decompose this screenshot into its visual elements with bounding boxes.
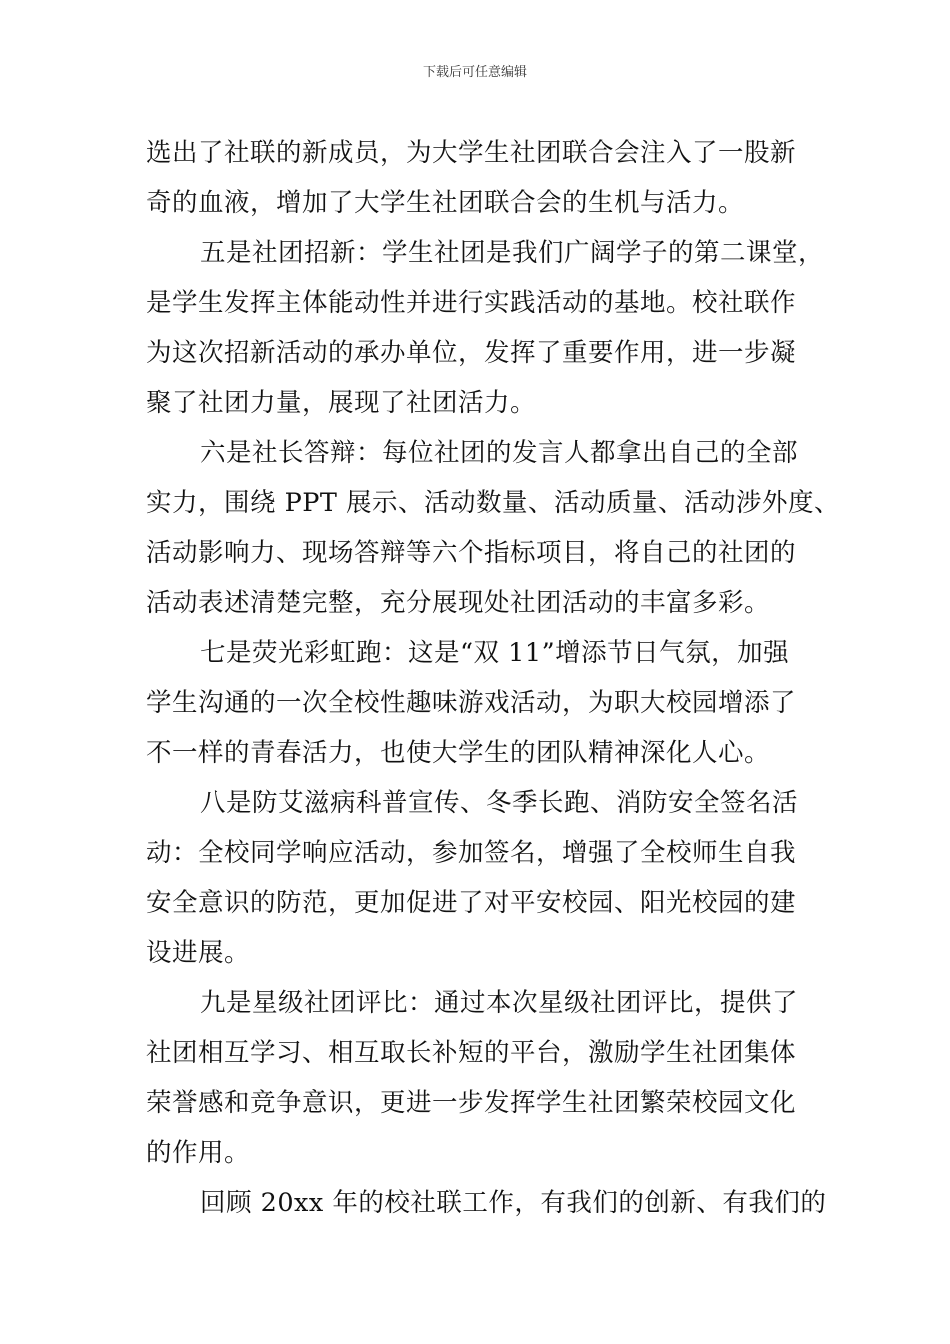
text-line: 实力，围绕 PPT 展示、活动数量、活动质量、活动涉外度、: [146, 488, 841, 518]
text-line: 学生沟通的一次全校性趣味游戏活动，为职大校园增添了: [146, 688, 797, 718]
text-line: 九是星级社团评比：通过本次星级社团评比，提供了: [200, 988, 799, 1018]
text-line: 荣誉感和竞争意识，更进一步发挥学生社团繁荣校园文化: [146, 1088, 797, 1118]
paragraph: [146, 228, 825, 428]
document-body: [146, 128, 841, 1228]
paragraph: [146, 778, 808, 978]
text-line: 为这次招新活动的承办单位，发挥了重要作用，进一步凝: [146, 338, 797, 368]
paragraph: [146, 628, 808, 778]
text-line: 八是防艾滋病科普宣传、冬季长跑、消防安全签名活: [200, 788, 799, 818]
paragraph: [146, 1178, 827, 1228]
text-line: 七是荧光彩虹跑：这是“双 11”增添节日气氛，加强: [200, 638, 790, 668]
text-line: 回顾 20xx 年的校社联工作，有我们的创新、有我们的: [200, 1188, 827, 1218]
page-header: 下载后可任意编辑: [422, 65, 527, 80]
text-line: 奇的血液，增加了大学生社团联合会的生机与活力。: [146, 188, 745, 218]
text-line: 动：全校同学响应活动，参加签名，增强了全校师生自我: [146, 838, 797, 868]
text-line: 安全意识的防范，更加促进了对平安校园、阳光校园的建: [146, 888, 797, 918]
text-line: 是学生发挥主体能动性并进行实践活动的基地。校社联作: [146, 288, 797, 318]
text-line: 不一样的青春活力，也使大学生的团队精神深化人心。: [146, 738, 771, 768]
text-line: 活动影响力、现场答辩等六个指标项目，将自己的社团的: [146, 538, 797, 568]
text-line: 选出了社联的新成员，为大学生社团联合会注入了一股新: [146, 138, 797, 168]
text-line: 的作用。: [146, 1138, 251, 1168]
paragraph: [146, 978, 808, 1178]
text-line: 活动表述清楚完整，充分展现处社团活动的丰富多彩。: [146, 588, 771, 618]
text-line: 设进展。: [146, 938, 251, 968]
text-line: 社团相互学习、相互取长补短的平台，激励学生社团集体: [146, 1038, 797, 1068]
text-line: 聚了社团力量，展现了社团活力。: [146, 388, 537, 418]
text-line: 五是社团招新：学生社团是我们广阔学子的第二课堂，: [200, 238, 825, 268]
paragraph: [146, 128, 808, 228]
paragraph: [146, 428, 841, 628]
text-line: 六是社长答辩：每位社团的发言人都拿出自己的全部: [200, 438, 799, 468]
